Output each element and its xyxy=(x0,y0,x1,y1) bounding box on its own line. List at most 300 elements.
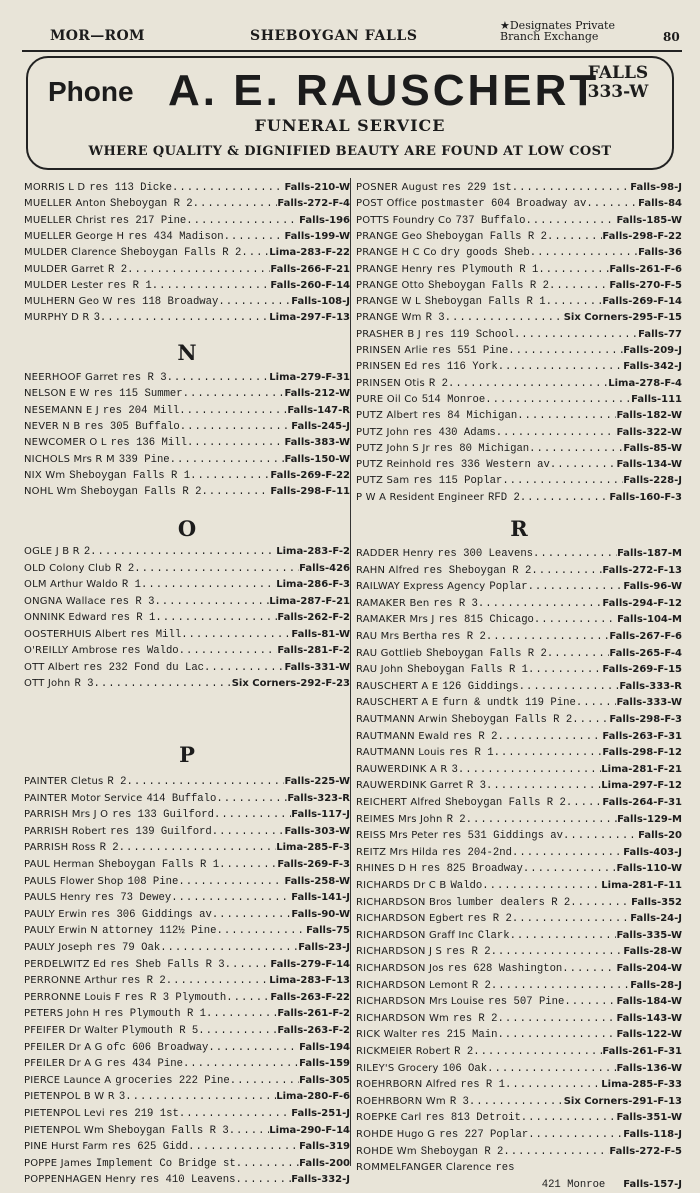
leader-dots xyxy=(226,990,270,1006)
listing-name: RAUTMANN Louis xyxy=(356,747,446,759)
listing-phone: Falls-159 xyxy=(299,1058,350,1070)
listing-address: Sheboygan Falls R 2 xyxy=(445,797,566,809)
listing-name: PUTZ Albert xyxy=(356,410,418,422)
listing-phone: Falls-84 xyxy=(638,198,682,210)
leader-dots xyxy=(547,229,602,245)
listing-row xyxy=(356,878,682,894)
listing-address: Sheboygan Falls R 2 xyxy=(120,247,242,260)
listing-phone: Falls-269-F-22 xyxy=(270,469,350,481)
listing-phone: Falls-262-F-2 xyxy=(277,612,350,623)
listing-row xyxy=(356,457,682,473)
listing-name: PRINSEN Ed xyxy=(356,361,418,373)
listing-phone: Falls-261-F-2 xyxy=(277,1008,350,1020)
listing-phone: Falls-187-M xyxy=(617,548,682,559)
listing-address: Sheboygan R 2 xyxy=(110,198,193,211)
listing-row xyxy=(356,1077,682,1093)
listing-phone: Falls-332-J xyxy=(291,1174,350,1186)
leader-dots xyxy=(482,878,601,894)
ad-business-name: A. E. RAUSCHERT xyxy=(168,66,600,115)
listing-name: RAU Mrs Bertha xyxy=(356,631,438,642)
leader-dots xyxy=(496,425,617,441)
listing-row xyxy=(24,807,350,823)
listing-name: PRANGE Wm xyxy=(356,312,422,324)
listing-name: RICKMEIER Robert xyxy=(356,1046,451,1057)
listing-address: res 813 Detroit xyxy=(425,1112,521,1125)
listing-name: RICHARDSON Lemont xyxy=(356,979,468,991)
listing-phone: Falls-298-F-3 xyxy=(609,714,682,725)
listing-name: RAUWERDINK A R xyxy=(356,763,448,775)
listing-row xyxy=(356,343,682,359)
listing-name: PIERCE Launce A xyxy=(24,1074,112,1086)
listing-name: NEWCOMER O L xyxy=(24,437,107,449)
listing-address: Plymouth R 5 xyxy=(121,1025,199,1037)
listing-name: MORRIS L D xyxy=(24,182,86,193)
listing-address: R 2 xyxy=(471,979,491,992)
listing-phone: Falls-272-F-5 xyxy=(609,1145,682,1157)
listing-row xyxy=(356,778,682,794)
listing-address: res 204 Mill xyxy=(102,404,180,417)
listing-address: res 113 Dicke xyxy=(89,182,172,194)
leader-dots xyxy=(201,484,270,500)
listing-row xyxy=(24,1006,350,1022)
listing-address: Sheboygan Falls R 2 xyxy=(426,230,547,243)
listing-row xyxy=(356,861,682,877)
listing-row xyxy=(356,646,682,662)
listing-name: PFEILER Dr A G xyxy=(24,1041,103,1053)
listing-row xyxy=(356,245,682,261)
listing-address: res 219 1st xyxy=(108,1108,179,1120)
listing-name: RAUTMANN Arwin xyxy=(356,714,448,725)
listing-address: res 79 Oak xyxy=(96,942,161,954)
listing-row xyxy=(24,791,350,807)
listing-row xyxy=(24,386,350,402)
leader-dots xyxy=(503,1144,609,1160)
listing-phone: Falls-245-J xyxy=(291,420,350,432)
listing-row xyxy=(24,577,350,593)
listing-address: R 2 xyxy=(108,263,128,276)
listing-phone: Falls-303-W xyxy=(284,825,350,837)
listing-name: REITZ Mrs Hilda xyxy=(356,846,439,858)
listing-phone: Falls-85-W xyxy=(623,442,682,454)
leader-dots xyxy=(505,1077,601,1093)
listing-phone: Falls-98-J xyxy=(630,182,682,193)
leader-dots xyxy=(183,386,285,402)
listing-phone: Falls-185-W xyxy=(616,214,682,226)
listing-address: res 410 Leavens xyxy=(140,1174,236,1187)
listing-row xyxy=(356,812,682,828)
listing-address: Sheboygan Falls R 1 xyxy=(98,859,220,871)
listing-address: 2 xyxy=(83,546,91,558)
leader-dots xyxy=(152,278,271,294)
listing-name: RICHARDS Dr C B xyxy=(356,880,447,891)
listing-name: RAMAKER Ben xyxy=(356,597,430,609)
ad-exchange: FALLS xyxy=(587,63,649,83)
listing-address: res 430 Adams xyxy=(413,426,496,439)
listing-name: MULDER Lester xyxy=(24,279,104,291)
listing-address: Sheboygan Falls R 2 xyxy=(451,714,573,726)
leader-dots xyxy=(141,577,276,593)
listing-name: RADDER Henry xyxy=(356,548,434,559)
listing-row xyxy=(356,828,682,844)
listing-name: RAU Gottlieb xyxy=(356,647,423,659)
listing-address: Sheboygan Falls R 1 xyxy=(407,664,529,677)
listing-row xyxy=(356,425,682,441)
listing-phone: Falls-136-W xyxy=(616,1062,682,1074)
listing-row xyxy=(356,262,682,278)
listing-name: PRINSEN Otis xyxy=(356,377,425,389)
listing-phone: Falls-196 xyxy=(299,214,350,226)
listing-address: R 1 xyxy=(121,579,141,591)
leader-dots xyxy=(188,1139,299,1155)
listing-phone: Falls-210-W xyxy=(284,182,350,193)
listing-address: res xyxy=(495,1162,515,1175)
listing-address: lumber dealers R 2 xyxy=(455,896,571,909)
listing-row xyxy=(356,278,682,294)
listing-phone: Falls-305 xyxy=(299,1074,350,1086)
listing-phone: Falls-77 xyxy=(638,328,682,340)
listing-address: res 136 Mill xyxy=(110,437,187,450)
listing-row xyxy=(24,278,350,294)
listing-address: res R 2 xyxy=(441,631,486,643)
listing-name: RAU John xyxy=(356,664,404,676)
listing-row xyxy=(24,990,350,1006)
listing-phone: Six Corners-295-F-15 xyxy=(563,312,682,324)
listing-phone: Falls-81-W xyxy=(291,628,350,640)
listing-row xyxy=(24,874,350,890)
listing-name: RAMAKER Mrs J xyxy=(356,614,435,626)
listing-phone: Falls-269-F-15 xyxy=(602,664,682,676)
leader-dots xyxy=(230,1073,299,1089)
listing-address: res 625 Gidd xyxy=(111,1141,189,1154)
listing-phone: Falls-122-W xyxy=(616,1029,682,1041)
listing-phone: Falls-90-W xyxy=(291,908,350,920)
listing-row xyxy=(356,961,682,977)
listing-row xyxy=(356,310,682,326)
listing-address: R 2 xyxy=(428,377,448,390)
listing-phone: Falls-225-W xyxy=(284,776,350,787)
leader-dots xyxy=(179,1106,291,1122)
listing-name: MULHERN Geo W xyxy=(24,296,113,308)
listing-name: PRANGE Otto xyxy=(356,279,425,291)
listing-address: Poplar xyxy=(489,581,528,594)
listing-name: ONNINK Edward xyxy=(24,612,107,623)
leader-dots xyxy=(549,278,609,294)
listing-address: res 115 Summer xyxy=(93,388,183,401)
listing-row xyxy=(24,419,350,435)
leader-dots xyxy=(508,343,623,359)
listing-row xyxy=(356,376,682,392)
listing-address: 339 Pine xyxy=(118,453,170,466)
listing-row xyxy=(356,978,682,994)
listing-row xyxy=(356,712,682,728)
listing-name: PIETENPOL B W R xyxy=(24,1091,115,1103)
listing-name: PARRISH Robert xyxy=(24,825,107,837)
leader-dots xyxy=(497,1027,616,1043)
listing-phone: Six Corners-291-F-13 xyxy=(563,1095,682,1107)
listing-name: PRINSEN Arlie xyxy=(356,345,428,356)
listing-address: res 116 York xyxy=(421,361,498,374)
leader-dots xyxy=(502,473,623,489)
listing-phone: Falls-212-W xyxy=(284,388,350,400)
leader-dots xyxy=(510,928,617,944)
listing-phone: Lima-286-F-3 xyxy=(276,579,350,590)
listing-name: NOHL Wm xyxy=(24,486,77,498)
listing-phone: Falls-333-R xyxy=(619,680,682,692)
listing-row xyxy=(24,370,350,386)
listing-phone: Falls-322-W xyxy=(616,426,682,438)
listing-row xyxy=(24,824,350,840)
listing-address: res 229 1st xyxy=(441,182,512,194)
listing-phone: Six Corners-292-F-23 xyxy=(231,678,350,689)
listing-address: Sheboygan Falls R 2 xyxy=(80,486,202,499)
listing-name: PERRONNE Arthur xyxy=(24,975,118,987)
listing-address: R 2 xyxy=(99,842,119,855)
listing-name: PAULS Flower Shop xyxy=(24,875,124,887)
listing-address: res R 3 xyxy=(109,595,155,608)
listing-row xyxy=(356,679,682,695)
listing-name: NESEMANN E J xyxy=(24,404,99,416)
listing-phone: Falls-272-F-4 xyxy=(277,198,350,210)
listing-row xyxy=(24,180,350,196)
leader-dots xyxy=(198,1023,277,1039)
leader-dots xyxy=(224,229,285,245)
listing-name: PINE Hurst Farm xyxy=(24,1141,108,1153)
listing-address: res R 1 xyxy=(449,747,494,760)
listing-address: R 2 xyxy=(107,776,127,788)
listing-row xyxy=(356,1144,682,1160)
listing-phone: Falls-184-W xyxy=(616,996,682,1008)
leader-dots xyxy=(491,944,624,960)
leader-dots xyxy=(487,1061,616,1077)
listing-row xyxy=(356,579,682,595)
listing-address: 737 Buffalo xyxy=(455,214,526,227)
leader-dots xyxy=(172,180,284,196)
listing-row xyxy=(356,745,682,761)
listing-phone: Falls-75 xyxy=(306,925,350,937)
leader-dots xyxy=(531,563,602,579)
leader-dots xyxy=(218,294,291,310)
leader-dots xyxy=(127,262,270,278)
listing-phone: Falls-108-J xyxy=(291,296,350,308)
listing-address: res R 1 xyxy=(110,612,156,624)
listing-address: 514 Monroe xyxy=(421,393,486,406)
listing-row xyxy=(24,245,350,261)
listing-name: POSNER August xyxy=(356,182,438,193)
listing-row xyxy=(24,857,350,873)
listing-phone: Falls-333-W xyxy=(616,697,682,709)
listing-row xyxy=(356,392,682,408)
ad-phone-number xyxy=(583,64,653,102)
listing-row xyxy=(24,310,350,326)
listing-phone: Falls-160-F-3 xyxy=(609,491,682,503)
listing-address: res 628 Washington xyxy=(447,963,563,975)
listing-row xyxy=(24,196,350,212)
listing-row xyxy=(356,408,682,424)
funeral-service-ad xyxy=(26,56,674,170)
section-letter-n: N xyxy=(177,340,197,365)
listing-phone: Falls-323-R xyxy=(287,792,350,804)
leader-dots xyxy=(193,196,278,212)
listing-phone: Falls-134-W xyxy=(616,459,682,471)
listing-row xyxy=(24,1023,350,1039)
listing-name: REISS Mrs Peter xyxy=(356,830,439,842)
leader-dots xyxy=(219,857,277,873)
name-range: MOR—ROM xyxy=(50,28,145,44)
listing-name: NICHOLS Mrs R M xyxy=(24,453,115,465)
exchange-note-line2: Branch Exchange xyxy=(500,30,599,43)
listing-phone: Lima-287-F-21 xyxy=(269,595,350,607)
listing-phone: Lima-297-F-12 xyxy=(601,780,682,792)
listing-phone: Falls-267-F-6 xyxy=(609,631,682,642)
listing-row xyxy=(356,180,682,196)
listing-row xyxy=(24,213,350,229)
listing-row xyxy=(356,729,682,745)
listing-phone: Lima-279-F-31 xyxy=(269,372,350,383)
listing-address: res 551 Pine xyxy=(432,345,509,357)
listing-name: PAULY Erwin xyxy=(24,908,88,920)
listing-row xyxy=(356,1127,682,1143)
listing-row xyxy=(356,1044,682,1060)
listing-phone: Lima-281-F-11 xyxy=(601,880,682,891)
leader-dots xyxy=(166,973,270,989)
leader-dots xyxy=(519,679,620,695)
listing-address: res Sheb Falls R 3 xyxy=(110,958,225,971)
listing-address: res 825 Broadway xyxy=(421,863,523,876)
listing-phone: Falls-264-F-31 xyxy=(602,797,682,808)
listing-row xyxy=(356,441,682,457)
listing-name: NEVER N B xyxy=(24,420,81,432)
listing-row xyxy=(356,327,682,343)
listing-row xyxy=(24,594,350,610)
listing-row xyxy=(24,940,350,956)
listing-row xyxy=(24,676,350,692)
listing-address: res Mill xyxy=(130,628,182,641)
listing-address: res 336 Western av xyxy=(435,459,550,472)
leader-dots xyxy=(521,1110,617,1126)
listing-phone: Falls-266-F-21 xyxy=(270,263,350,275)
listing-name: ROEHRBORN Alfred xyxy=(356,1079,457,1091)
listing-address: res 306 Giddings av xyxy=(91,908,212,921)
listing-row xyxy=(356,294,682,310)
listing-phone: Falls-36 xyxy=(638,247,682,259)
listing-row xyxy=(24,1056,350,1072)
listing-phone: Falls-298-F-11 xyxy=(270,486,350,498)
listing-row xyxy=(356,762,682,778)
listing-address: dry goods Sheb xyxy=(440,247,530,260)
listing-name: PFEIFER Dr Walter xyxy=(24,1025,118,1036)
listing-name: PERDELWITZ Ed xyxy=(24,958,107,970)
listing-address: res 119 School xyxy=(424,328,514,341)
listing-row xyxy=(356,563,682,579)
leader-dots xyxy=(512,845,623,861)
column-divider xyxy=(350,178,351,1166)
leader-dots xyxy=(491,978,630,994)
listing-name: RILEY'S Grocery xyxy=(356,1062,439,1074)
leader-dots xyxy=(485,392,631,408)
listing-phone: Falls-342-J xyxy=(623,361,682,373)
listing-phone: Falls-426 xyxy=(299,562,350,574)
listing-row xyxy=(356,629,682,645)
leader-dots xyxy=(208,1040,299,1056)
leader-dots xyxy=(448,376,608,392)
leader-dots xyxy=(179,403,287,419)
leader-dots xyxy=(576,695,617,711)
listing-address: res 115 Poplar xyxy=(413,475,503,488)
listing-name: PAULS Henry xyxy=(24,892,91,904)
listing-name: P W A Resident Engineer xyxy=(356,491,485,503)
listing-name: PAINTER Cletus xyxy=(24,776,104,787)
listing-row xyxy=(24,294,350,310)
listing-address: res R 1 xyxy=(460,1079,506,1092)
leader-dots xyxy=(100,310,269,326)
leader-dots xyxy=(241,245,269,261)
leader-dots xyxy=(181,627,291,643)
listing-row xyxy=(24,890,350,906)
listing-phone: Falls-118-J xyxy=(623,1129,682,1140)
listing-phone: Falls-263-F-2 xyxy=(277,1025,350,1036)
listing-name: PAINTER Motor Service xyxy=(24,792,143,804)
exchange-note xyxy=(500,20,615,42)
leader-dots xyxy=(216,791,287,807)
leader-dots xyxy=(530,245,638,261)
listing-address: res 133 Guilford xyxy=(112,809,214,822)
listing-name: POPPE James xyxy=(24,1157,92,1169)
listing-row xyxy=(24,561,350,577)
listing-row xyxy=(24,468,350,484)
page-header xyxy=(0,0,700,50)
section-letter-p: P xyxy=(179,742,195,767)
listing-name: PAUL Herman xyxy=(24,859,95,870)
listing-phone: Falls-182-W xyxy=(616,410,682,422)
listing-address: res 204-2nd xyxy=(442,846,512,859)
listing-address: 3 xyxy=(118,1091,126,1104)
leader-dots xyxy=(212,824,285,840)
leader-dots xyxy=(212,907,292,923)
listing-name: PARRISH Mrs J O xyxy=(24,809,109,821)
listing-phone: Lima-281-F-21 xyxy=(601,763,682,775)
listing-row xyxy=(356,795,682,811)
listing-name: ONGNA Wallace xyxy=(24,595,106,607)
listing-address: res 305 Buffalo xyxy=(84,420,180,433)
listing-phone: Falls-251-J xyxy=(291,1108,350,1119)
listing-phone: Falls-335-W xyxy=(616,929,682,941)
ad-number: 333-W xyxy=(587,82,649,102)
listing-phone: Falls-228-J xyxy=(623,475,682,487)
listing-row xyxy=(24,907,350,923)
listing-name: MULDER Garret xyxy=(24,263,105,275)
leader-dots xyxy=(529,441,623,457)
listing-address: postmaster 604 Broadway av xyxy=(421,198,587,211)
listing-name: PUTZ Reinhold xyxy=(356,459,432,471)
listing-row xyxy=(356,229,682,245)
listing-row xyxy=(24,1123,350,1139)
leader-dots xyxy=(466,812,617,828)
leader-dots xyxy=(566,795,603,811)
leader-dots xyxy=(160,940,298,956)
leader-dots xyxy=(190,468,270,484)
leader-dots xyxy=(217,923,307,939)
listing-name: POST Office xyxy=(356,198,418,210)
listing-phone: Falls-258-W xyxy=(284,875,350,887)
leader-dots xyxy=(528,1127,623,1143)
listing-name: PUTZ John xyxy=(356,426,410,438)
listing-address: Clark xyxy=(477,929,510,942)
leader-dots xyxy=(119,840,277,856)
listing-row xyxy=(356,1110,682,1126)
listing-row xyxy=(356,695,682,711)
listing-row xyxy=(356,1177,682,1193)
leader-dots xyxy=(528,579,624,595)
